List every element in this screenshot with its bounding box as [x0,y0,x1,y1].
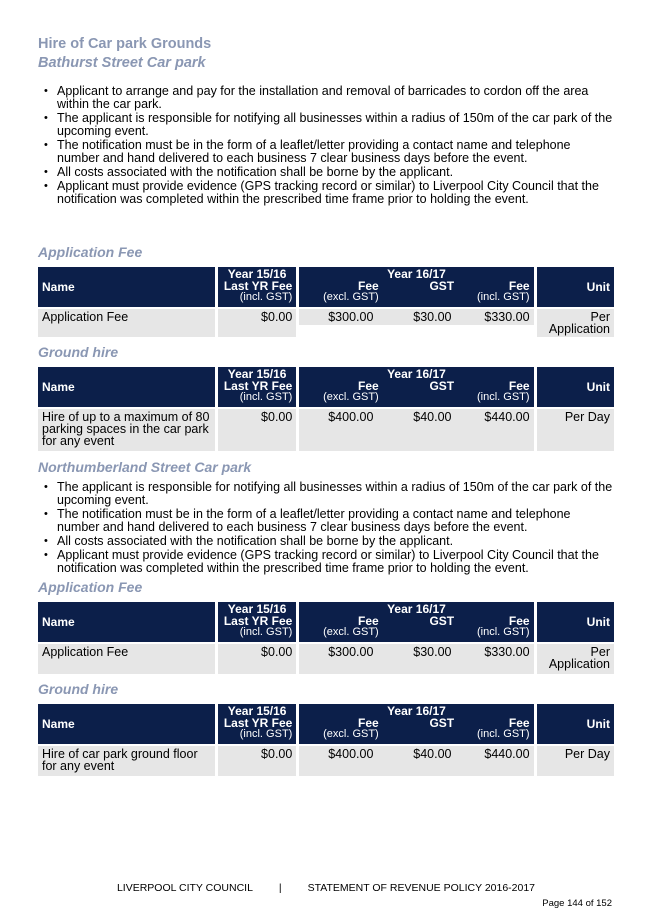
northumberland-app-fee-title: Application Fee [38,579,143,595]
incl-gst-label: (incl. GST) [239,391,293,403]
year-curr-label: Year 16/17 [387,367,446,381]
list-item: • All costs associated with the notification shall be borne by the applicant. [44,535,614,548]
page-footer [0,882,652,894]
incl-gst-label: (incl. GST) [476,291,530,303]
footer-org: LIVERPOOL CITY COUNCIL [116,882,253,894]
page-content [38,36,614,778]
col-year-curr [299,267,533,307]
bathurst-ground-hire-title: Ground hire [38,344,119,360]
fee-label: Fee [508,278,530,293]
incl-gst-label: (incl. GST) [476,728,530,740]
cell-fee-excl: $400.00 [299,746,377,776]
gst-label: GST [429,278,455,293]
year-prev-label: Year 15/16 [227,602,287,616]
col-name: Name [38,367,215,407]
gst-label: GST [429,378,455,393]
northumberland-ground-hire-title: Ground hire [38,681,119,697]
list-item: • Applicant to arrange and pay for the installation and removal of barricades to cordon off the area within the car park. [44,85,614,111]
incl-gst-label: (incl. GST) [476,391,530,403]
cell-name: Application Fee [38,309,215,337]
incl-gst-label: (incl. GST) [239,291,293,303]
year-curr-label: Year 16/17 [387,267,446,281]
col-year-prev [218,602,296,642]
northumberland-app-fee-table [35,600,617,676]
fee-label: Fee [358,278,379,293]
col-year-prev [218,267,296,307]
cell-unit: Per Day [537,746,614,776]
footer-separator: | [278,882,282,894]
fee-label: Fee [508,715,530,730]
table-header-row [38,602,614,642]
cell-last-fee: $0.00 [218,644,296,674]
col-year-prev [218,704,296,744]
cell-gst: $30.00 [377,309,455,325]
col-unit: Unit [537,602,614,642]
col-unit: Unit [537,367,614,407]
excl-gst-label: (excl. GST) [323,291,379,303]
col-year-prev [218,367,296,407]
fee-label: Fee [508,378,530,393]
footer-doc-title: STATEMENT OF REVENUE POLICY 2016-2017 [307,882,536,894]
cell-last-fee: $0.00 [218,746,296,776]
fee-label: Fee [508,613,530,628]
excl-gst-label: (excl. GST) [323,728,379,740]
table-header-row [38,704,614,744]
cell-name: Hire of up to a maximum of 80 parking spaces in the car park for any event [38,409,215,451]
last-fee-label: Last YR Fee [223,378,293,393]
bathurst-bullet-list [38,85,614,206]
cell-unit: Per Day [537,409,614,451]
cell-last-fee: $0.00 [218,309,296,337]
col-unit: Unit [537,267,614,307]
bathurst-app-fee-title: Application Fee [38,244,143,260]
year-prev-label: Year 15/16 [227,704,287,718]
last-fee-label: Last YR Fee [223,715,293,730]
col-year-curr [299,704,533,744]
year-prev-label: Year 15/16 [227,267,287,281]
gst-label: GST [429,613,455,628]
col-name: Name [38,602,215,642]
cell-gst: $40.00 [377,746,455,776]
fee-label: Fee [358,378,379,393]
bathurst-app-fee-table [35,265,617,339]
page-number: Page 144 of 152 [542,898,612,909]
fee-label: Fee [358,613,379,628]
year-prev-label: Year 15/16 [227,367,287,381]
list-item: • The notification must be in the form of a leaflet/letter providing a contact name and telephone number and hand delivered to each business 7 clear business days before the event. [44,139,614,165]
list-item: • Applicant must provide evidence (GPS tracking record or similar) to Liverpool City Council that the notification was completed within the prescribed time frame prior to holding the event. [44,180,614,206]
year-curr-label: Year 16/17 [387,602,446,616]
table-header-row [38,367,614,407]
northumberland-bullet-list [38,481,614,575]
col-name: Name [38,704,215,744]
excl-gst-label: (excl. GST) [323,391,379,403]
table-row [38,309,614,337]
cell-fee-incl: $330.00 [455,644,533,674]
cell-gst: $30.00 [377,644,455,674]
cell-fee-excl: $300.00 [299,309,377,325]
list-item: • Applicant must provide evidence (GPS tracking record or similar) to Liverpool City Council that the notification was completed within the prescribed time frame prior to holding the event. [44,549,614,575]
cell-name: Hire of car park ground floor for any event [38,746,215,776]
cell-unit: Per Application [537,309,614,337]
table-header-row [38,267,614,307]
cell-fee-excl: $300.00 [299,644,377,674]
col-unit: Unit [537,704,614,744]
list-item: • The applicant is responsible for notifying all businesses within a radius of 150m of the car park of the upcoming event. [44,481,614,507]
cell-fee-incl: $440.00 [455,746,533,776]
excl-gst-label: (excl. GST) [323,626,379,638]
incl-gst-label: (incl. GST) [476,626,530,638]
cell-last-fee: $0.00 [218,409,296,451]
northumberland-ground-hire-table [35,702,617,778]
cell-fee-incl: $440.00 [455,409,533,451]
col-year-curr [299,367,533,407]
list-item: • The notification must be in the form of a leaflet/letter providing a contact name and telephone number and hand delivered to each business 7 clear business days before the event. [44,508,614,534]
col-name: Name [38,267,215,307]
cell-gst: $40.00 [377,409,455,451]
list-item: • All costs associated with the notification shall be borne by the applicant. [44,166,614,179]
cell-unit: Per Application [537,644,614,674]
last-fee-label: Last YR Fee [223,613,293,628]
table-row [38,409,614,451]
list-item: • The applicant is responsible for notifying all businesses within a radius of 150m of the car park of the upcoming event. [44,112,614,138]
cell-fee-excl: $400.00 [299,409,377,451]
last-fee-label: Last YR Fee [223,278,293,293]
incl-gst-label: (incl. GST) [239,728,293,740]
year-curr-label: Year 16/17 [387,704,446,718]
gst-label: GST [429,715,455,730]
page-heading: Hire of Car park Grounds [38,36,212,52]
bathurst-ground-hire-table [35,365,617,453]
incl-gst-label: (incl. GST) [239,626,293,638]
bathurst-title: Bathurst Street Car park [38,55,206,71]
northumberland-title: Northumberland Street Car park [38,459,252,475]
table-row [38,746,614,776]
col-year-curr [299,602,533,642]
table-row [38,644,614,674]
fee-label: Fee [358,715,379,730]
cell-name: Application Fee [38,644,215,674]
cell-fee-incl: $330.00 [455,309,533,325]
